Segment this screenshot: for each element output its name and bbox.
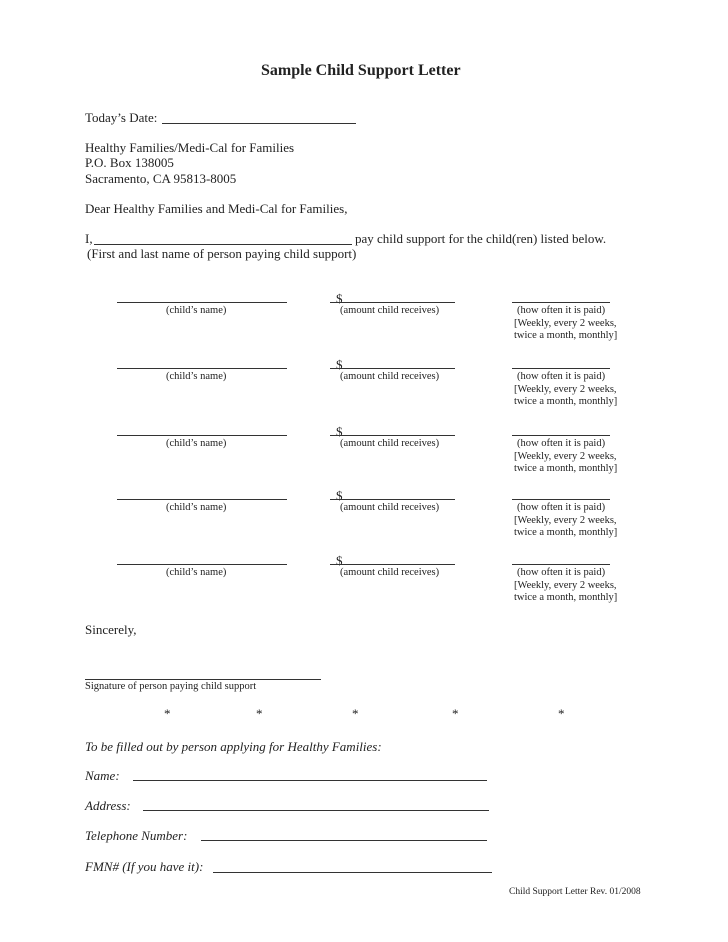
amount-field[interactable] bbox=[330, 302, 455, 303]
signature-label: Signature of person paying child support bbox=[85, 681, 257, 692]
salutation: Dear Healthy Families and Medi-Cal for Families, bbox=[85, 201, 348, 216]
amount-label: (amount child receives) bbox=[340, 305, 440, 316]
payer-name-hint: (First and last name of person paying child support) bbox=[87, 246, 357, 261]
telephone-label: Telephone Number: bbox=[85, 828, 188, 843]
frequency-field[interactable] bbox=[512, 564, 610, 565]
frequency-options: [Weekly, every 2 weeks, bbox=[514, 515, 617, 526]
signature-field[interactable] bbox=[85, 679, 321, 680]
frequency-options: twice a month, monthly] bbox=[514, 330, 618, 341]
frequency-label: (how often it is paid) bbox=[517, 371, 606, 382]
payer-name-field[interactable] bbox=[94, 244, 352, 245]
todays-date-field[interactable] bbox=[162, 123, 356, 124]
address-line-2: P.O. Box 138005 bbox=[85, 155, 174, 170]
statement-prefix: I, bbox=[85, 231, 93, 246]
frequency-options: [Weekly, every 2 weeks, bbox=[514, 580, 617, 591]
todays-date-label: Today’s Date: bbox=[85, 110, 158, 125]
separator-star: * bbox=[452, 706, 459, 721]
amount-label: (amount child receives) bbox=[340, 371, 440, 382]
amount-field[interactable] bbox=[330, 368, 455, 369]
frequency-label: (how often it is paid) bbox=[517, 438, 606, 449]
child-name-label: (child’s name) bbox=[166, 502, 227, 513]
dollar-sign: $ bbox=[336, 357, 343, 372]
child-name-label: (child’s name) bbox=[166, 567, 227, 578]
frequency-options: twice a month, monthly] bbox=[514, 527, 618, 538]
child-name-field[interactable] bbox=[117, 435, 287, 436]
dollar-sign: $ bbox=[336, 488, 343, 503]
child-name-label: (child’s name) bbox=[166, 438, 227, 449]
frequency-field[interactable] bbox=[512, 499, 610, 500]
dollar-sign: $ bbox=[336, 424, 343, 439]
fmn-field[interactable] bbox=[213, 872, 492, 873]
child-name-field[interactable] bbox=[117, 368, 287, 369]
amount-label: (amount child receives) bbox=[340, 567, 440, 578]
address-line-3: Sacramento, CA 95813-8005 bbox=[85, 171, 237, 186]
frequency-options: twice a month, monthly] bbox=[514, 592, 618, 603]
amount-label: (amount child receives) bbox=[340, 438, 440, 449]
frequency-field[interactable] bbox=[512, 435, 610, 436]
separator-star: * bbox=[164, 706, 171, 721]
amount-field[interactable] bbox=[330, 499, 455, 500]
child-name-label: (child’s name) bbox=[166, 305, 227, 316]
frequency-label: (how often it is paid) bbox=[517, 502, 606, 513]
frequency-field[interactable] bbox=[512, 302, 610, 303]
closing: Sincerely, bbox=[85, 622, 137, 637]
frequency-label: (how often it is paid) bbox=[517, 305, 606, 316]
footer-revision: Child Support Letter Rev. 01/2008 bbox=[509, 887, 641, 897]
telephone-field[interactable] bbox=[201, 840, 487, 841]
name-label: Name: bbox=[85, 768, 120, 783]
address-line-1: Healthy Families/Medi-Cal for Families bbox=[85, 140, 295, 155]
child-name-field[interactable] bbox=[117, 302, 287, 303]
frequency-label: (how often it is paid) bbox=[517, 567, 606, 578]
address-label: Address: bbox=[85, 798, 131, 813]
frequency-field[interactable] bbox=[512, 368, 610, 369]
separator-star: * bbox=[352, 706, 359, 721]
separator-star: * bbox=[256, 706, 263, 721]
child-name-field[interactable] bbox=[117, 499, 287, 500]
statement-suffix: pay child support for the child(ren) listed below. bbox=[355, 231, 607, 246]
frequency-options: [Weekly, every 2 weeks, bbox=[514, 451, 617, 462]
amount-label: (amount child receives) bbox=[340, 502, 440, 513]
applicant-heading: To be filled out by person applying for Healthy Families: bbox=[85, 739, 382, 754]
frequency-options: [Weekly, every 2 weeks, bbox=[514, 384, 617, 395]
frequency-options: twice a month, monthly] bbox=[514, 396, 618, 407]
child-name-field[interactable] bbox=[117, 564, 287, 565]
name-field[interactable] bbox=[133, 780, 487, 781]
amount-field[interactable] bbox=[330, 564, 455, 565]
dollar-sign: $ bbox=[336, 553, 343, 568]
frequency-options: [Weekly, every 2 weeks, bbox=[514, 318, 617, 329]
fmn-label: FMN# (If you have it): bbox=[85, 859, 204, 874]
page-title: Sample Child Support Letter bbox=[261, 62, 461, 79]
separator-star: * bbox=[558, 706, 565, 721]
amount-field[interactable] bbox=[330, 435, 455, 436]
address-field[interactable] bbox=[143, 810, 489, 811]
child-name-label: (child’s name) bbox=[166, 371, 227, 382]
frequency-options: twice a month, monthly] bbox=[514, 463, 618, 474]
dollar-sign: $ bbox=[336, 291, 343, 306]
